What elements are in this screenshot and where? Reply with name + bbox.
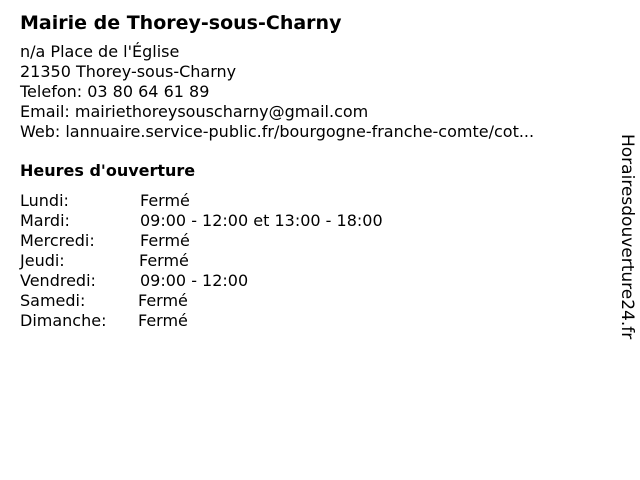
day-label: Vendredi: — [20, 271, 96, 290]
day-label: Mardi: — [20, 211, 70, 230]
day-hours: 09:00 - 12:00 — [140, 271, 249, 290]
address-city: 21350 Thorey-sous-Charny — [20, 62, 237, 81]
address-street: n/a Place de l'Église — [20, 42, 180, 61]
day-label: Lundi: — [20, 191, 69, 210]
business-card — [20, 10, 600, 331]
hours-row-dimanche — [20, 311, 600, 331]
day-hours: Fermé — [138, 291, 188, 310]
hours-heading: Heures d'ouverture — [20, 161, 196, 180]
hours-row-samedi — [20, 291, 600, 311]
page-title: Mairie de Thorey-sous-Charny — [20, 12, 342, 34]
day-hours: Fermé — [138, 311, 188, 330]
email-line[interactable]: Email: mairiethoreysouscharny@gmail.com — [20, 102, 369, 121]
hours-row-lundi — [20, 191, 600, 211]
web-line[interactable]: Web: lannuaire.service-public.fr/bourgogne-franche-comte/cot... — [20, 122, 535, 141]
phone-line[interactable]: Telefon: 03 80 64 61 89 — [20, 82, 210, 101]
hours-row-mardi — [20, 211, 600, 231]
day-hours: Fermé — [140, 191, 190, 210]
brand-watermark: Horairesdouverture24.fr — [617, 134, 637, 340]
address-block — [20, 42, 600, 142]
day-label: Mercredi: — [20, 231, 95, 250]
hours-row-vendredi — [20, 271, 600, 291]
day-hours: Fermé — [140, 231, 190, 250]
hours-row-jeudi — [20, 251, 600, 271]
hours-row-mercredi — [20, 231, 600, 251]
day-hours: 09:00 - 12:00 et 13:00 - 18:00 — [140, 211, 383, 230]
day-hours: Fermé — [139, 251, 189, 270]
day-label: Dimanche: — [20, 311, 107, 330]
hours-table — [20, 191, 600, 331]
day-label: Samedi: — [20, 291, 86, 310]
day-label: Jeudi: — [20, 251, 65, 270]
